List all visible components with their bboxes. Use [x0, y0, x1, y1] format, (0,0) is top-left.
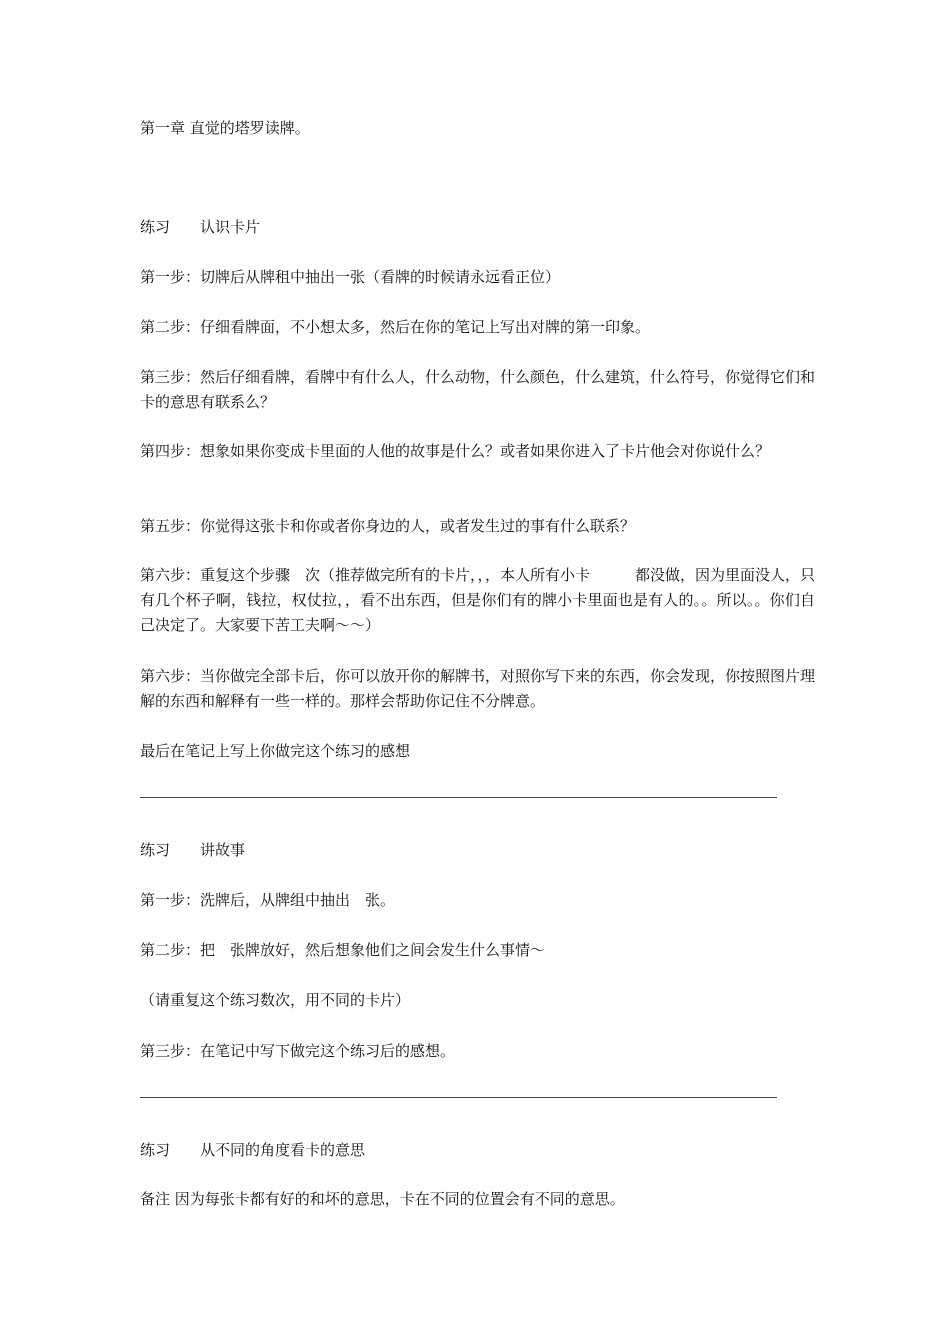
exercise-1-heading — [140, 215, 815, 240]
chapter-title: 第一章 直觉的塔罗读牌。 — [140, 119, 310, 137]
exercise-label: 练习 — [140, 841, 171, 859]
exercise-1-step-3: 第三步：然后仔细看牌，看牌中有什么人，什么动物，什么颜色，什么建筑，什么符号，你觉得它们和卡的意思有联系么？ — [140, 368, 816, 411]
exercise-3-remark: 备注 因为每张卡都有好的和坏的意思，卡在不同的位置会有不同的意思。 — [140, 1190, 625, 1208]
exercise-label: 练习 — [140, 1141, 171, 1159]
exercise-title: 从不同的角度看卡的意思 — [200, 1141, 366, 1159]
exercise-1-final: 最后在笔记上写上你做完这个练习的感想 — [140, 742, 411, 760]
exercise-1-step-5: 第五步：你觉得这张卡和你或者你身边的人，或者发生过的事有什么联系？ — [140, 517, 636, 535]
exercise-1-step-1: 第一步：切牌后从牌租中抽出一张（看牌的时候请永远看正位） — [140, 268, 561, 286]
exercise-2-heading — [140, 838, 815, 863]
exercise-1-step-2: 第二步：仔细看牌面，不小想太多，然后在你的笔记上写出对牌的第一印象。 — [140, 318, 651, 336]
exercise-label: 练习 — [140, 218, 171, 236]
exercise-2-step-1: 第一步：洗牌后，从牌组中抽出 张。 — [140, 891, 396, 909]
exercise-2-step-3: 第三步：在笔记中写下做完这个练习后的感想。 — [140, 1042, 456, 1060]
exercise-1-step-6a: 第六步：重复这个步骤 次（推荐做完所有的卡片，，，本人所有小卡 都没做，因为里面没人，只有几个杯子啊，钱拉，权仗拉，，看不出东西，但是你们有的牌小卡里面也是有人的。。所以。。你们自己决定了。大家要下苦工夫啊～～） — [140, 566, 816, 634]
exercise-1-step-6b: 第六步：当你做完全部卡后，你可以放开你的解牌书，对照你写下来的东西，你会发现，你按照图片理解的东西和解释有一些一样的。那样会帮助你记住不分牌意。 — [140, 667, 816, 710]
divider — [140, 797, 777, 798]
exercise-title: 认识卡片 — [200, 218, 261, 236]
exercise-2-note: （请重复这个练习数次，用不同的卡片） — [140, 991, 411, 1009]
exercise-title: 讲故事 — [200, 841, 246, 859]
exercise-3-heading — [140, 1138, 815, 1163]
exercise-2-step-2: 第二步：把 张牌放好，然后想象他们之间会发生什么事情～ — [140, 941, 546, 959]
divider — [140, 1097, 777, 1098]
exercise-1-step-4: 第四步：想象如果你变成卡里面的人他的故事是什么？或者如果你进入了卡片他会对你说什么？ — [140, 442, 771, 460]
